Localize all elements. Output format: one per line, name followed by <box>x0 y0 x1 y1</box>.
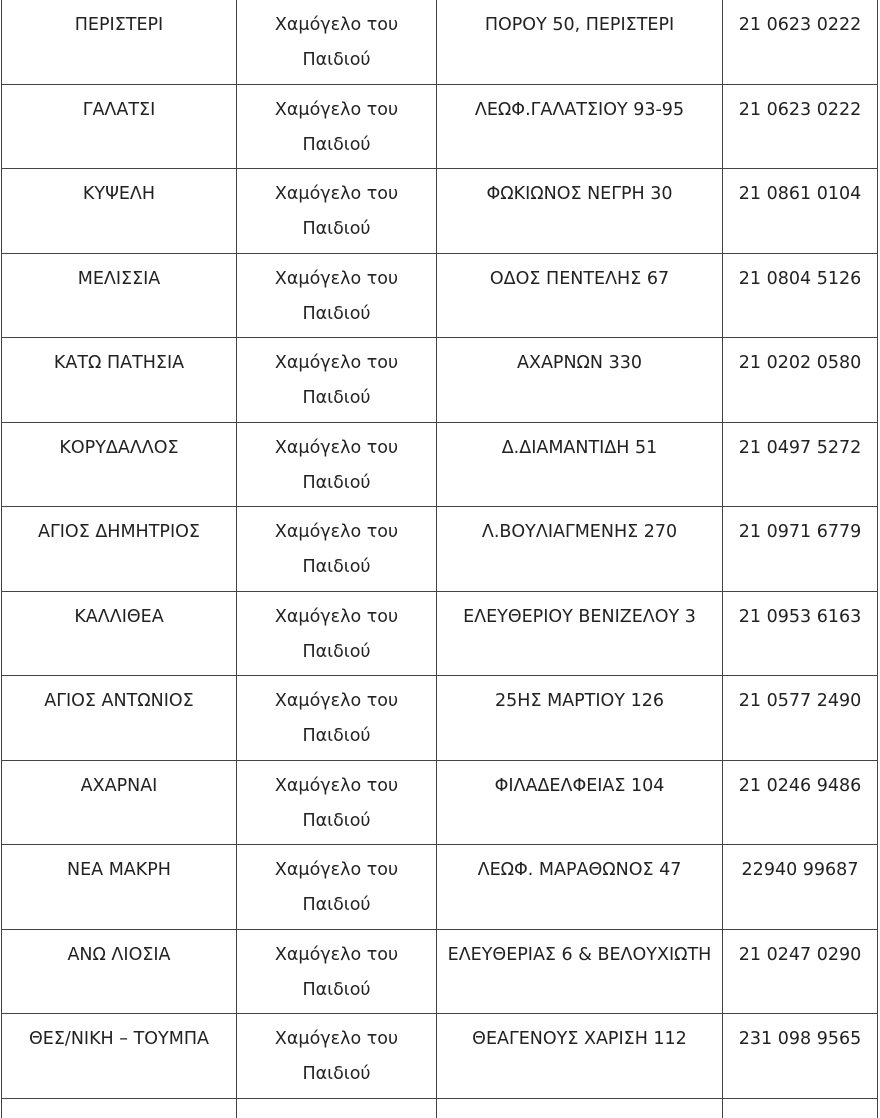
organization-cell <box>237 760 437 845</box>
table-row <box>2 845 878 930</box>
area-text: ΑΓΙΟΣ ΔΗΜΗΤΡΙΟΣ <box>38 522 200 542</box>
address-text: ΛΕΩΦ. ΜΑΡΑΘΩΝΟΣ 47 <box>477 860 682 880</box>
area-text: ΑΝΩ ΛΙΟΣΙΑ <box>67 944 171 965</box>
phone-text: 21 0247 0290 <box>738 944 862 965</box>
empty-cell <box>437 1098 723 1118</box>
area-cell <box>2 507 237 592</box>
phone-cell <box>723 1014 878 1099</box>
phone-text: 21 0953 6163 <box>738 606 862 627</box>
address-text: ΦΙΛΑΔΕΛΦΕΙΑΣ 104 <box>494 775 665 796</box>
address-cell <box>437 0 723 84</box>
address-cell <box>437 84 723 169</box>
phone-cell <box>723 591 878 676</box>
organization-text: Χαμόγελο του Παιδιού <box>274 691 399 746</box>
address-cell <box>437 422 723 507</box>
organization-text: Χαμόγελο του Παιδιού <box>274 606 399 662</box>
area-cell <box>2 253 237 338</box>
phone-text: 231 098 9565 <box>738 1029 862 1049</box>
address-text: ΘΕΑΓΕΝΟΥΣ ΧΑΡΙΣΗ 112 <box>472 1029 687 1049</box>
table-row <box>2 422 878 507</box>
area-cell <box>2 169 237 254</box>
phone-text: 21 0577 2490 <box>738 691 862 711</box>
area-text: ΚΑΛΛΙΘΕΑ <box>74 606 164 627</box>
area-text: ΚΟΡΥΔΑΛΛΟΣ <box>59 437 179 458</box>
phone-text: 21 0804 5126 <box>738 268 862 289</box>
address-text: ΕΛΕΥΘΕΡΙΟΥ ΒΕΝΙΖΕΛΟΥ 3 <box>463 606 696 627</box>
address-text: ΦΩΚΙΩΝΟΣ ΝΕΓΡΗ 30 <box>486 184 673 204</box>
table-row <box>2 507 878 592</box>
phone-text: 21 0623 0222 <box>738 15 862 35</box>
address-cell <box>437 845 723 930</box>
empty-cell <box>2 1098 237 1118</box>
address-cell <box>437 507 723 592</box>
organization-cell <box>237 84 437 169</box>
area-text: ΝΕΑ ΜΑΚΡΗ <box>67 860 171 880</box>
area-text: ΑΓΙΟΣ ΑΝΤΩΝΙΟΣ <box>44 691 194 711</box>
address-text: ΟΔΟΣ ΠΕΝΤΕΛΗΣ 67 <box>489 268 670 289</box>
address-cell <box>437 760 723 845</box>
area-cell <box>2 84 237 169</box>
area-text: ΑΧΑΡΝΑΙ <box>80 775 158 796</box>
table-row <box>2 253 878 338</box>
table-row <box>2 929 878 1014</box>
area-text: ΚΥΨΕΛΗ <box>82 184 156 204</box>
table-row <box>2 676 878 761</box>
phone-cell <box>723 507 878 592</box>
address-text: ΛΕΩΦ.ΓΑΛΑΤΣΙΟΥ 93-95 <box>474 99 685 120</box>
phone-cell <box>723 338 878 423</box>
address-text: 25ΗΣ ΜΑΡΤΙΟΥ 126 <box>495 691 664 711</box>
area-text: ΘΕΣ/ΝΙΚΗ – ΤΟΥΜΠΑ <box>29 1029 209 1049</box>
organization-text: Χαμόγελο του Παιδιού <box>274 184 399 239</box>
organization-text: Χαμόγελο του Παιδιού <box>274 1029 399 1084</box>
address-cell <box>437 253 723 338</box>
organization-cell <box>237 1014 437 1099</box>
organization-text: Χαμόγελο του Παιδιού <box>274 860 399 915</box>
organization-text: Χαμόγελο του Παιδιού <box>274 353 399 408</box>
organization-cell <box>237 929 437 1014</box>
locations-table <box>1 0 878 1118</box>
area-cell <box>2 338 237 423</box>
area-cell <box>2 760 237 845</box>
organization-cell <box>237 507 437 592</box>
area-cell <box>2 1014 237 1099</box>
address-text: Δ.ΔΙΑΜΑΝΤΙΔΗ 51 <box>501 437 658 458</box>
address-cell <box>437 929 723 1014</box>
area-text: ΓΑΛΑΤΣΙ <box>82 99 156 120</box>
organization-cell <box>237 0 437 84</box>
organization-cell <box>237 676 437 761</box>
table-row-partial <box>2 1098 878 1118</box>
area-cell <box>2 676 237 761</box>
phone-cell <box>723 253 878 338</box>
area-text: ΠΕΡΙΣΤΕΡΙ <box>74 15 164 35</box>
phone-text: 21 0861 0104 <box>738 184 862 204</box>
table-body <box>2 0 878 1118</box>
phone-cell <box>723 760 878 845</box>
address-cell <box>437 169 723 254</box>
phone-cell <box>723 84 878 169</box>
table-row <box>2 0 878 84</box>
address-text: Λ.ΒΟΥΛΙΑΓΜΕΝΗΣ 270 <box>481 522 678 542</box>
organization-cell <box>237 253 437 338</box>
area-cell <box>2 929 237 1014</box>
table-row <box>2 84 878 169</box>
area-cell <box>2 845 237 930</box>
table-row <box>2 760 878 845</box>
organization-text: Χαμόγελο του Παιδιού <box>274 775 399 831</box>
phone-text: 21 0971 6779 <box>738 522 862 542</box>
organization-cell <box>237 422 437 507</box>
phone-text: 21 0246 9486 <box>738 775 862 796</box>
table-row <box>2 169 878 254</box>
phone-cell <box>723 422 878 507</box>
table-row <box>2 338 878 423</box>
phone-cell <box>723 845 878 930</box>
address-cell <box>437 591 723 676</box>
organization-text: Χαμόγελο του Παιδιού <box>274 15 399 70</box>
address-text: ΕΛΕΥΘΕΡΙΑΣ 6 & ΒΕΛΟΥΧΙΩΤΗ <box>447 944 712 965</box>
organization-text: Χαμόγελο του Παιδιού <box>274 944 399 1000</box>
area-text: ΚΑΤΩ ΠΑΤΗΣΙΑ <box>53 353 185 373</box>
phone-cell <box>723 169 878 254</box>
phone-text: 22940 99687 <box>741 860 859 880</box>
address-cell <box>437 1014 723 1099</box>
area-cell <box>2 0 237 84</box>
phone-text: 21 0623 0222 <box>738 99 862 120</box>
organization-text: Χαμόγελο του Παιδιού <box>274 522 399 577</box>
address-text: ΑΧΑΡΝΩΝ 330 <box>516 353 642 373</box>
phone-cell <box>723 676 878 761</box>
address-text: ΠΟΡΟΥ 50, ΠΕΡΙΣΤΕΡΙ <box>484 15 675 35</box>
empty-cell <box>723 1098 878 1118</box>
area-cell <box>2 422 237 507</box>
address-cell <box>437 338 723 423</box>
phone-text: 21 0497 5272 <box>738 437 862 458</box>
address-cell <box>437 676 723 761</box>
organization-text: Χαμόγελο του Παιδιού <box>274 437 399 493</box>
area-cell <box>2 591 237 676</box>
organization-text: Χαμόγελο του Παιδιού <box>274 99 399 155</box>
organization-text: Χαμόγελο του Παιδιού <box>274 268 399 324</box>
empty-cell <box>237 1098 437 1118</box>
organization-cell <box>237 845 437 930</box>
organization-cell <box>237 591 437 676</box>
table-row <box>2 591 878 676</box>
phone-text: 21 0202 0580 <box>738 353 862 373</box>
phone-cell <box>723 0 878 84</box>
organization-cell <box>237 169 437 254</box>
table-row <box>2 1014 878 1099</box>
phone-cell <box>723 929 878 1014</box>
area-text: ΜΕΛΙΣΣΙΑ <box>77 268 161 289</box>
organization-cell <box>237 338 437 423</box>
